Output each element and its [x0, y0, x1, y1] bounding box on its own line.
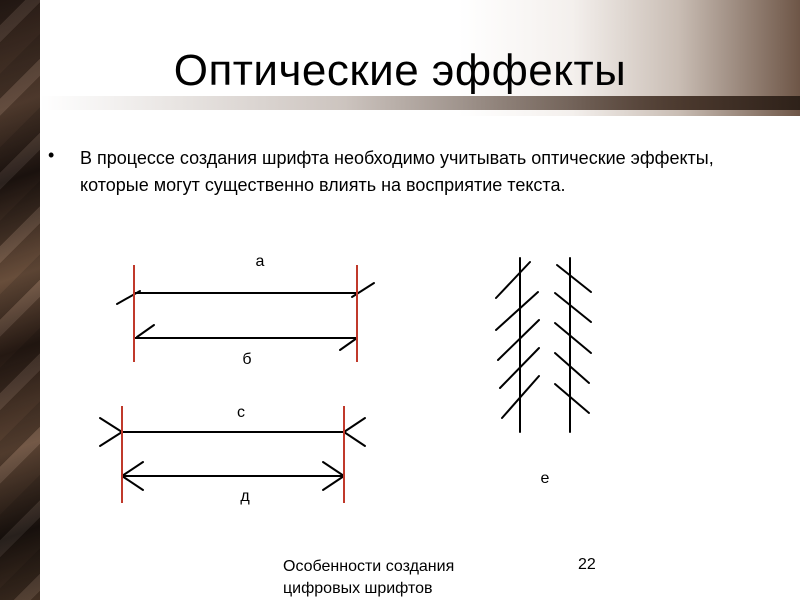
slide-title: Оптические эффекты [173, 46, 627, 95]
tick-a-right [352, 283, 374, 297]
label-e: е [540, 470, 550, 487]
label-d: д [240, 488, 250, 505]
fin-c-left-down [100, 432, 122, 446]
label-b: б [242, 351, 252, 368]
label-c: с [237, 404, 245, 421]
page-number: 22 [578, 556, 596, 573]
footer-text: Особенности создания цифровых шрифтов [283, 558, 455, 597]
label-a: а [255, 253, 265, 270]
fin-c-right-up [344, 418, 365, 432]
arrow-d-right-down [323, 476, 344, 490]
bullet-text: В процессе создания шрифта необходимо учитывать оптические эффекты, которые могут существенно влиять на восприятие текста. [80, 148, 714, 195]
fin-c-right-down [344, 432, 365, 446]
zollner-hatch-left [496, 262, 539, 418]
bullet-dot-icon: • [48, 145, 55, 165]
arrow-d-left-up [122, 462, 143, 476]
tick-b-right [340, 338, 357, 350]
tick-a-left [117, 291, 140, 304]
zollner-hatch-right [555, 265, 591, 413]
tick-b-left [137, 325, 154, 337]
fin-c-left-up [100, 418, 122, 432]
arrow-d-left-down [122, 476, 143, 490]
arrow-d-right-up [323, 462, 344, 476]
